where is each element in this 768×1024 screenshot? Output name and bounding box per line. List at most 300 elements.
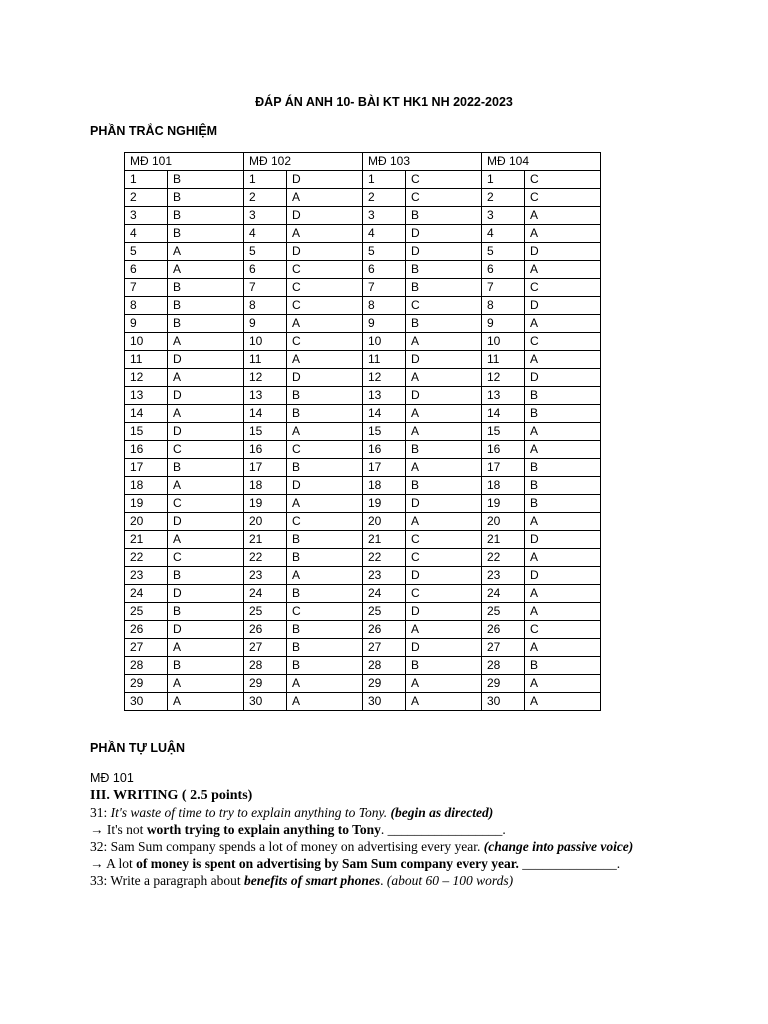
answer-cell: A — [525, 639, 601, 657]
question-number-cell: 17 — [125, 459, 168, 477]
question-number-cell: 16 — [125, 441, 168, 459]
question-number-cell: 30 — [244, 693, 287, 711]
question-number-cell: 7 — [363, 279, 406, 297]
question-number-cell: 29 — [363, 675, 406, 693]
question-number-cell: 9 — [125, 315, 168, 333]
question-instruction: (begin as directed) — [387, 805, 494, 820]
question-number-cell: 10 — [244, 333, 287, 351]
question-number-cell: 23 — [244, 567, 287, 585]
question-number-cell: 21 — [363, 531, 406, 549]
answer-cell: A — [525, 441, 601, 459]
question-number-cell: 20 — [125, 513, 168, 531]
question-number-cell: 30 — [125, 693, 168, 711]
writing-heading: III. WRITING ( 2.5 points) — [90, 788, 253, 803]
header-md104: MĐ 104 — [482, 153, 601, 171]
question-number-cell: 21 — [244, 531, 287, 549]
question-number-cell: 19 — [244, 495, 287, 513]
answer-cell: B — [525, 387, 601, 405]
question-number-cell: 8 — [244, 297, 287, 315]
answer-cell: B — [287, 549, 363, 567]
answer-cell: B — [168, 279, 244, 297]
question-number-cell: 2 — [482, 189, 525, 207]
answer-cell: B — [406, 207, 482, 225]
answer-cell: B — [287, 531, 363, 549]
answer-cell: C — [406, 189, 482, 207]
table-row — [125, 459, 601, 477]
question-number: 31: — [90, 805, 111, 820]
question-number-cell: 11 — [244, 351, 287, 369]
question-number-cell: 22 — [363, 549, 406, 567]
question-number-cell: 25 — [363, 603, 406, 621]
table-row — [125, 531, 601, 549]
question-number-cell: 9 — [482, 315, 525, 333]
question-number-cell: 22 — [482, 549, 525, 567]
question-number-cell: 14 — [125, 405, 168, 423]
question-number-cell: 19 — [363, 495, 406, 513]
question-number-cell: 14 — [482, 405, 525, 423]
answer-cell: D — [406, 387, 482, 405]
answer-cell: C — [406, 297, 482, 315]
table-row — [125, 405, 601, 423]
answer-blank: ______________. — [518, 856, 621, 871]
answer-cell: A — [168, 369, 244, 387]
question-number-cell: 28 — [363, 657, 406, 675]
answer-cell: B — [406, 657, 482, 675]
question-number-cell: 30 — [482, 693, 525, 711]
table-row — [125, 261, 601, 279]
answer-cell: B — [406, 441, 482, 459]
answer-cell: B — [525, 405, 601, 423]
answer-text: of money is spent on advertising by Sam Sum company every year. — [136, 856, 519, 871]
table-row — [125, 243, 601, 261]
question-number-cell: 20 — [244, 513, 287, 531]
answer-cell: A — [287, 351, 363, 369]
table-row — [125, 225, 601, 243]
answer-cell: C — [525, 333, 601, 351]
table-row — [125, 477, 601, 495]
question-number-cell: 23 — [482, 567, 525, 585]
answer-cell: A — [406, 423, 482, 441]
question-number-cell: 18 — [363, 477, 406, 495]
answer-cell: A — [168, 693, 244, 711]
answer-cell: D — [168, 387, 244, 405]
question-number-cell: 10 — [363, 333, 406, 351]
answer-cell: C — [406, 171, 482, 189]
question-punct: . — [380, 873, 387, 888]
table-row — [125, 423, 601, 441]
answer-cell: B — [287, 585, 363, 603]
answer-cell: A — [168, 675, 244, 693]
answer-cell: D — [168, 585, 244, 603]
question-number-cell: 18 — [125, 477, 168, 495]
question-number-cell: 14 — [363, 405, 406, 423]
question-number-cell: 29 — [125, 675, 168, 693]
exam-code-label: MĐ 101 — [90, 771, 134, 785]
question-number-cell: 27 — [482, 639, 525, 657]
answer-cell: A — [525, 693, 601, 711]
question-number-cell: 13 — [125, 387, 168, 405]
question-number-cell: 9 — [244, 315, 287, 333]
answer-cell: A — [168, 261, 244, 279]
question-number-cell: 15 — [244, 423, 287, 441]
table-row — [125, 171, 601, 189]
question-number-cell: 10 — [125, 333, 168, 351]
table-row — [125, 333, 601, 351]
answer-cell: B — [287, 459, 363, 477]
answer-cell: A — [287, 423, 363, 441]
answer-cell: C — [525, 171, 601, 189]
answer-cell: A — [406, 693, 482, 711]
question-number-cell: 22 — [125, 549, 168, 567]
question-number-cell: 17 — [482, 459, 525, 477]
question-number-cell: 19 — [482, 495, 525, 513]
answer-cell: D — [406, 351, 482, 369]
question-number-cell: 11 — [125, 351, 168, 369]
answer-cell: A — [525, 351, 601, 369]
question-number-cell: 23 — [363, 567, 406, 585]
question-number-cell: 13 — [482, 387, 525, 405]
table-row — [125, 189, 601, 207]
question-number-cell: 7 — [482, 279, 525, 297]
question-number-cell: 16 — [482, 441, 525, 459]
answer-cell: C — [287, 279, 363, 297]
question-number-cell: 5 — [125, 243, 168, 261]
question-number-cell: 6 — [482, 261, 525, 279]
question-number-cell: 6 — [244, 261, 287, 279]
question-number-cell: 15 — [482, 423, 525, 441]
question-number-cell: 20 — [482, 513, 525, 531]
answer-cell: A — [525, 603, 601, 621]
answer-cell: B — [168, 459, 244, 477]
answer-cell: B — [525, 495, 601, 513]
question-number-cell: 3 — [363, 207, 406, 225]
answer-cell: C — [287, 297, 363, 315]
answer-cell: B — [168, 171, 244, 189]
question-number-cell: 6 — [363, 261, 406, 279]
answer-cell: A — [287, 567, 363, 585]
table-header-row — [125, 153, 601, 171]
answer-cell: A — [168, 531, 244, 549]
answer-cell: A — [168, 405, 244, 423]
answer-cell: B — [406, 261, 482, 279]
answer-cell: D — [287, 369, 363, 387]
question-number-cell: 5 — [363, 243, 406, 261]
header-md101: MĐ 101 — [125, 153, 244, 171]
answer-cell: B — [287, 621, 363, 639]
question-number-cell: 15 — [363, 423, 406, 441]
answer-cell: C — [525, 189, 601, 207]
answer-cell: D — [525, 531, 601, 549]
answer-cell: C — [287, 441, 363, 459]
question-number-cell: 9 — [363, 315, 406, 333]
question-number-cell: 10 — [482, 333, 525, 351]
answer-cell: B — [406, 315, 482, 333]
question-number-cell: 13 — [363, 387, 406, 405]
answer-cell: D — [525, 297, 601, 315]
question-number-cell: 25 — [482, 603, 525, 621]
answer-cell: A — [287, 495, 363, 513]
answer-cell: D — [406, 603, 482, 621]
table-row — [125, 693, 601, 711]
answer-cell: D — [168, 621, 244, 639]
answer-cell: C — [287, 261, 363, 279]
answer-cell: A — [525, 207, 601, 225]
question-number-cell: 24 — [125, 585, 168, 603]
answer-cell: A — [525, 549, 601, 567]
question-number-cell: 28 — [125, 657, 168, 675]
answer-cell: D — [525, 369, 601, 387]
question-number-cell: 13 — [244, 387, 287, 405]
section-essay-heading: PHẦN TỰ LUẬN — [90, 741, 186, 755]
table-row — [125, 297, 601, 315]
question-number-cell: 5 — [244, 243, 287, 261]
answer-cell: C — [525, 621, 601, 639]
question-number-cell: 21 — [125, 531, 168, 549]
table-row — [125, 495, 601, 513]
question-number-cell: 19 — [125, 495, 168, 513]
question-number-cell: 17 — [244, 459, 287, 477]
question-number-cell: 8 — [482, 297, 525, 315]
answer-cell: C — [406, 531, 482, 549]
table-row — [125, 279, 601, 297]
question-number-cell: 12 — [244, 369, 287, 387]
question-number-cell: 12 — [482, 369, 525, 387]
question-number-cell: 24 — [244, 585, 287, 603]
answer-cell: B — [287, 657, 363, 675]
question-number-cell: 18 — [244, 477, 287, 495]
table-row — [125, 549, 601, 567]
question-number-cell: 6 — [125, 261, 168, 279]
answer-cell: B — [287, 405, 363, 423]
document-title: ĐÁP ÁN ANH 10- BÀI KT HK1 NH 2022-2023 — [255, 95, 513, 109]
answer-cell: A — [287, 693, 363, 711]
answer-cell: D — [525, 567, 601, 585]
answer-cell: C — [168, 495, 244, 513]
question-number-cell: 2 — [125, 189, 168, 207]
answer-32 — [90, 855, 760, 872]
answer-cell: D — [406, 639, 482, 657]
answer-cell: C — [525, 279, 601, 297]
section-multiple-choice-heading: PHẦN TRẮC NGHIỆM — [90, 124, 218, 138]
answer-cell: A — [406, 675, 482, 693]
question-number-cell: 4 — [125, 225, 168, 243]
answer-cell: B — [525, 459, 601, 477]
answer-cell: A — [406, 405, 482, 423]
question-number-cell: 16 — [244, 441, 287, 459]
answer-cell: C — [168, 549, 244, 567]
question-number-cell: 29 — [244, 675, 287, 693]
question-number-cell: 11 — [363, 351, 406, 369]
question-number-cell: 8 — [363, 297, 406, 315]
answer-cell: D — [287, 171, 363, 189]
question-number-cell: 28 — [244, 657, 287, 675]
writing-section — [90, 770, 760, 889]
answer-31 — [90, 821, 760, 838]
question-number-cell: 3 — [244, 207, 287, 225]
question-number-cell: 27 — [244, 639, 287, 657]
question-topic: benefits of smart phones — [244, 873, 381, 888]
answer-cell: D — [168, 351, 244, 369]
question-number-cell: 5 — [482, 243, 525, 261]
answer-cell: A — [525, 513, 601, 531]
question-31 — [90, 804, 760, 821]
question-number-cell: 30 — [363, 693, 406, 711]
answer-prefix: → A lot — [90, 856, 137, 871]
question-32 — [90, 838, 760, 855]
question-number-cell: 21 — [482, 531, 525, 549]
answer-key-table — [124, 152, 601, 711]
question-number-cell: 24 — [482, 585, 525, 603]
answer-cell: A — [287, 225, 363, 243]
question-number-cell: 3 — [125, 207, 168, 225]
answer-cell: B — [287, 639, 363, 657]
question-number-cell: 1 — [244, 171, 287, 189]
answer-cell: C — [287, 333, 363, 351]
answer-cell: C — [406, 549, 482, 567]
answer-cell: A — [287, 315, 363, 333]
question-number-cell: 29 — [482, 675, 525, 693]
table-row — [125, 315, 601, 333]
answer-prefix: → It's not — [90, 822, 147, 837]
answer-cell: D — [525, 243, 601, 261]
question-sentence: Sam Sum company spends a lot of money on advertising every year. — [110, 839, 481, 854]
answer-cell: D — [168, 423, 244, 441]
table-row — [125, 639, 601, 657]
question-number-cell: 22 — [244, 549, 287, 567]
table-row — [125, 621, 601, 639]
table-row — [125, 351, 601, 369]
question-number-cell: 25 — [244, 603, 287, 621]
answer-cell: B — [287, 387, 363, 405]
question-number-cell: 23 — [125, 567, 168, 585]
question-text: 33: Write a paragraph about — [90, 873, 245, 888]
table-row — [125, 369, 601, 387]
question-number-cell: 7 — [244, 279, 287, 297]
answer-cell: A — [287, 675, 363, 693]
answer-cell: C — [406, 585, 482, 603]
question-number-cell: 3 — [482, 207, 525, 225]
question-number-cell: 14 — [244, 405, 287, 423]
answer-cell: A — [525, 423, 601, 441]
answer-cell: A — [525, 585, 601, 603]
answer-cell: A — [525, 315, 601, 333]
question-number-cell: 11 — [482, 351, 525, 369]
table-row — [125, 675, 601, 693]
answer-cell: A — [287, 189, 363, 207]
question-number-cell: 24 — [363, 585, 406, 603]
answer-cell: B — [168, 315, 244, 333]
answer-cell: B — [168, 225, 244, 243]
question-number-cell: 28 — [482, 657, 525, 675]
question-note: (about 60 – 100 words) — [386, 873, 514, 888]
question-number-cell: 17 — [363, 459, 406, 477]
answer-cell: A — [525, 225, 601, 243]
answer-cell: B — [168, 189, 244, 207]
question-instruction: (change into passive voice) — [480, 839, 634, 854]
question-number-cell: 4 — [482, 225, 525, 243]
table-row — [125, 207, 601, 225]
answer-cell: C — [287, 603, 363, 621]
question-33 — [90, 872, 760, 889]
answer-cell: C — [168, 441, 244, 459]
question-number-cell: 1 — [482, 171, 525, 189]
question-number-cell: 12 — [363, 369, 406, 387]
header-md103: MĐ 103 — [363, 153, 482, 171]
answer-cell: D — [168, 513, 244, 531]
answer-cell: D — [287, 477, 363, 495]
answer-cell: B — [168, 567, 244, 585]
question-number-cell: 1 — [363, 171, 406, 189]
answer-cell: A — [406, 333, 482, 351]
answer-cell: A — [406, 459, 482, 477]
answer-cell: D — [406, 225, 482, 243]
answer-cell: B — [525, 477, 601, 495]
answer-cell: B — [168, 603, 244, 621]
question-number-cell: 25 — [125, 603, 168, 621]
table-row — [125, 441, 601, 459]
answer-cell: D — [406, 567, 482, 585]
answer-cell: B — [406, 477, 482, 495]
answer-cell: D — [406, 495, 482, 513]
answer-cell: A — [406, 369, 482, 387]
question-number-cell: 20 — [363, 513, 406, 531]
answer-cell: D — [406, 243, 482, 261]
answer-cell: B — [406, 279, 482, 297]
table-row — [125, 567, 601, 585]
answer-cell: B — [168, 297, 244, 315]
question-number-cell: 4 — [244, 225, 287, 243]
question-number-cell: 12 — [125, 369, 168, 387]
answer-table-body — [125, 171, 601, 711]
question-number-cell: 15 — [125, 423, 168, 441]
question-number-cell: 27 — [363, 639, 406, 657]
question-number-cell: 2 — [244, 189, 287, 207]
question-number-cell: 1 — [125, 171, 168, 189]
answer-cell: A — [525, 261, 601, 279]
question-number-cell: 8 — [125, 297, 168, 315]
answer-cell: B — [168, 657, 244, 675]
answer-cell: B — [168, 207, 244, 225]
answer-cell: A — [406, 621, 482, 639]
table-row — [125, 585, 601, 603]
answer-cell: C — [287, 513, 363, 531]
question-number-cell: 26 — [244, 621, 287, 639]
question-number-cell: 18 — [482, 477, 525, 495]
answer-blank: . _________________. — [380, 822, 506, 837]
answer-cell: A — [168, 333, 244, 351]
question-number-cell: 26 — [482, 621, 525, 639]
question-number-cell: 4 — [363, 225, 406, 243]
table-row — [125, 657, 601, 675]
answer-cell: A — [406, 513, 482, 531]
question-number-cell: 16 — [363, 441, 406, 459]
answer-cell: B — [525, 657, 601, 675]
table-row — [125, 513, 601, 531]
answer-cell: D — [287, 207, 363, 225]
question-number-cell: 7 — [125, 279, 168, 297]
question-number-cell: 2 — [363, 189, 406, 207]
answer-cell: A — [525, 675, 601, 693]
answer-cell: A — [168, 639, 244, 657]
question-number-cell: 26 — [363, 621, 406, 639]
answer-cell: D — [287, 243, 363, 261]
table-row — [125, 603, 601, 621]
answer-cell: A — [168, 243, 244, 261]
table-row — [125, 387, 601, 405]
header-md102: MĐ 102 — [244, 153, 363, 171]
answer-text: worth trying to explain anything to Tony — [146, 822, 381, 837]
question-number-cell: 26 — [125, 621, 168, 639]
